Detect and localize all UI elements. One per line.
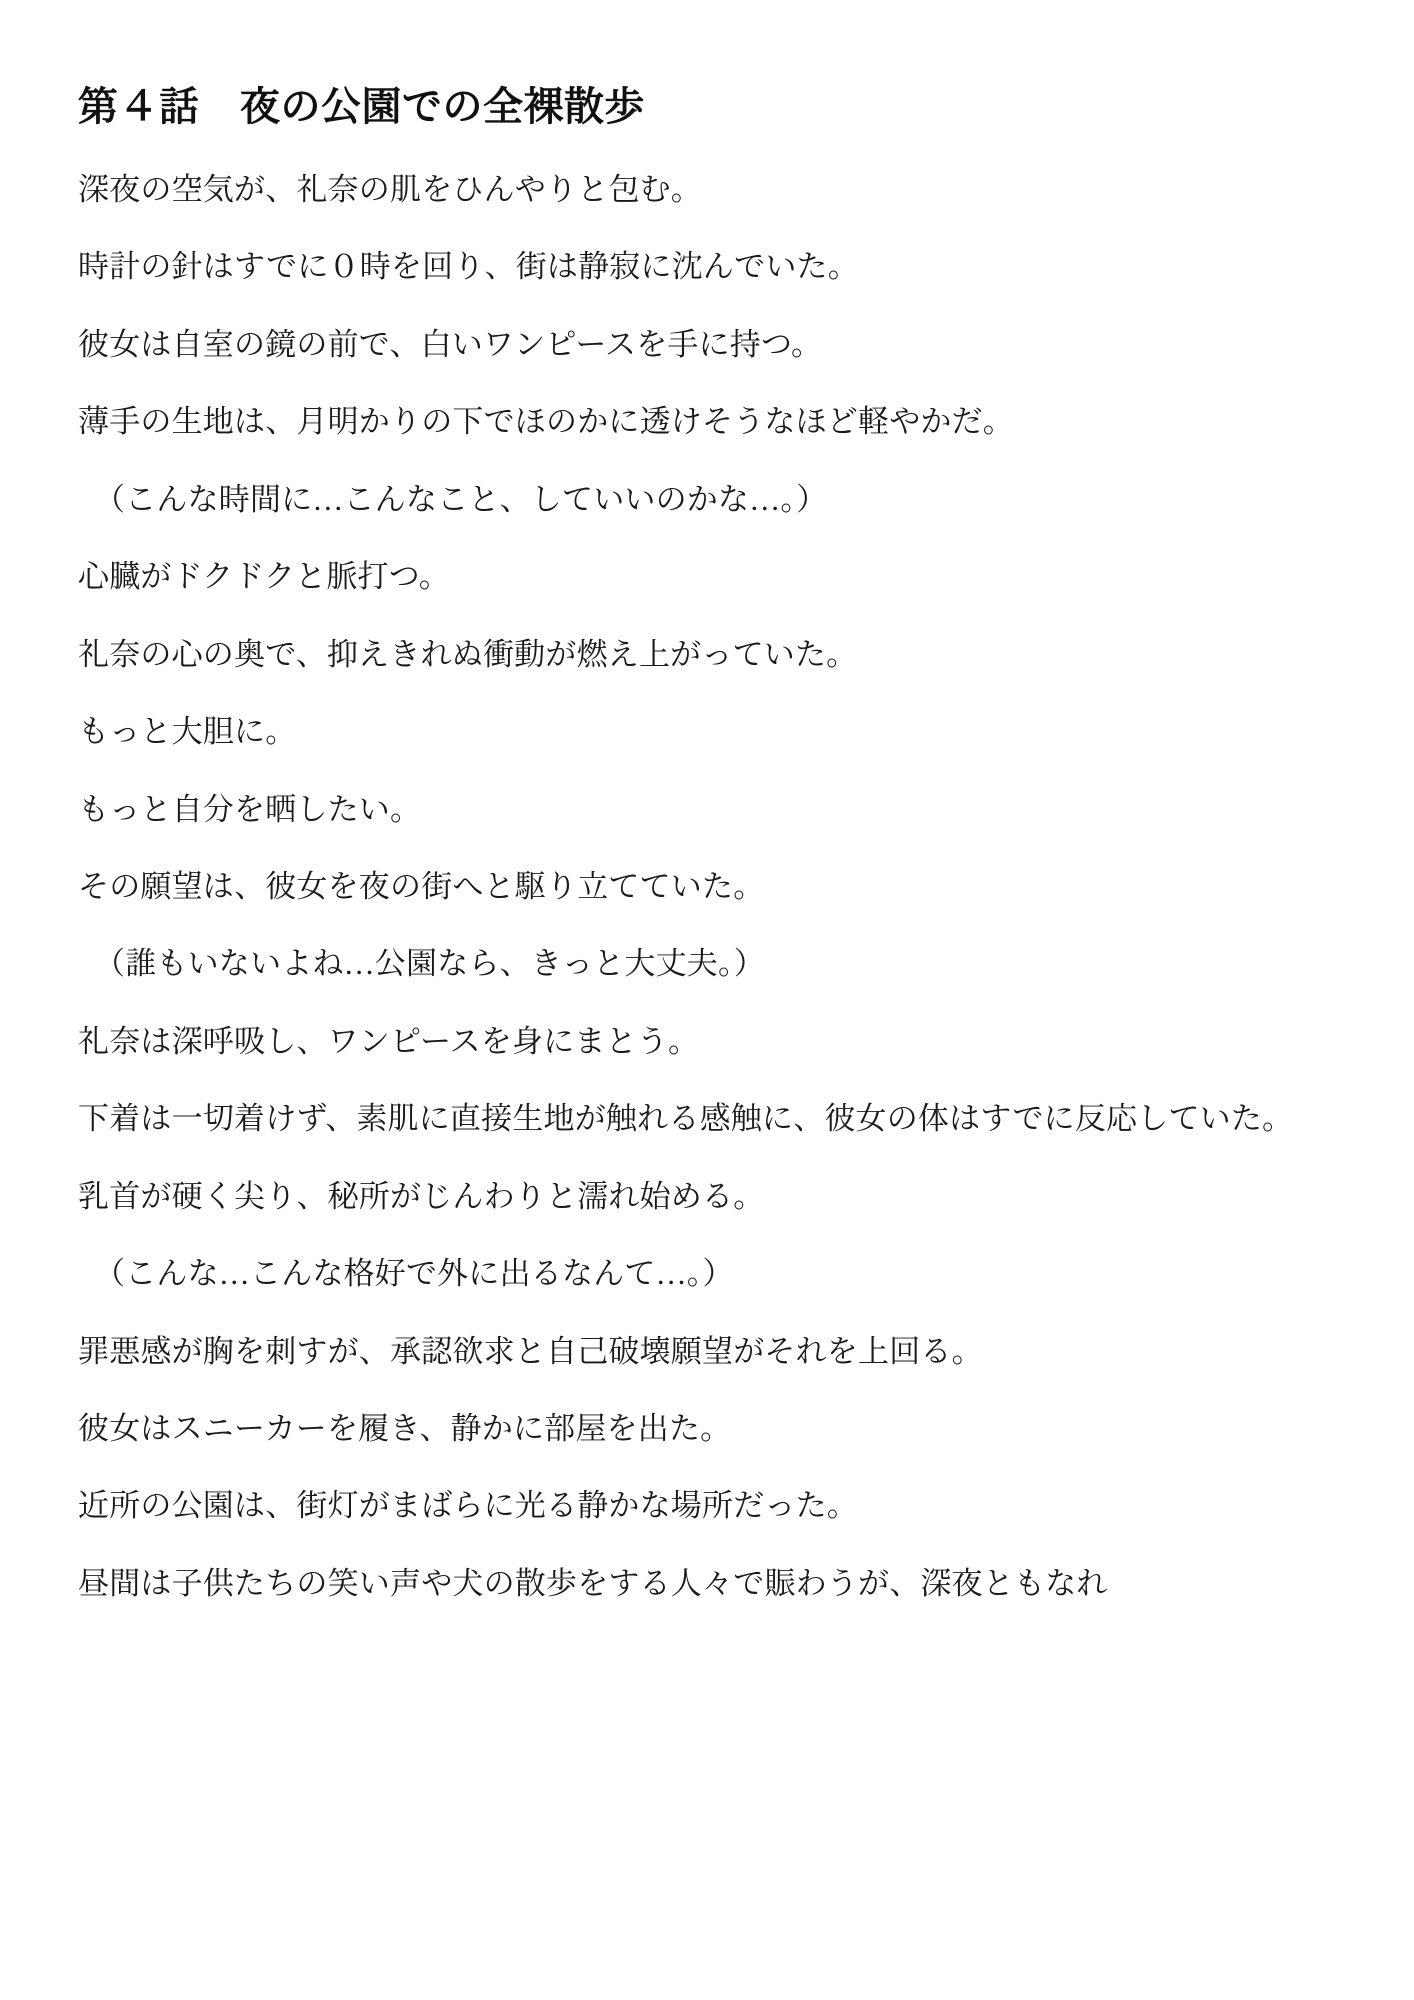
paragraph: 下着は一切着けず、素肌に直接生地が触れる感触に、彼女の体はすでに反応していた。 (78, 1101, 1294, 1137)
paragraph: 時計の針はすでに０時を回り、街は静寂に沈んでいた。 (78, 249, 859, 285)
paragraph: その願望は、彼女を夜の街へと駆り立てていた。 (78, 868, 765, 904)
paragraph: 薄手の生地は、月明かりの下でほのかに透けそうなほど軽やかだ。 (78, 404, 1014, 440)
paragraph: 近所の公園は、街灯がまばらに光る静かな場所だった。 (78, 1488, 858, 1524)
paragraph: 昼間は子供たちの笑い声や犬の散歩をする人々で賑わうが、深夜ともなれ (78, 1565, 1108, 1601)
paragraph: 深夜の空気が、礼奈の肌をひんやりと包む。 (78, 172, 702, 207)
document-body (78, 160, 1336, 1614)
paragraph: 彼女はスニーカーを履き、静かに部屋を出た。 (78, 1411, 732, 1446)
paragraph: 礼奈の心の奥で、抑えきれぬ衝動が燃え上がっていた。 (78, 636, 858, 672)
paragraph: 心臓がドクドクと脈打つ。 (78, 559, 450, 595)
paragraph: 礼奈は深呼吸し、ワンピースを身にまとう。 (78, 1023, 700, 1059)
paragraph: 罪悪感が胸を刺すが、承認欲求と自己破壊願望がそれを上回る。 (78, 1333, 983, 1369)
paragraph: （こんな時間に…こんなこと、していいのかな…。） (94, 481, 828, 517)
paragraph: 乳首が硬く尖り、秘所がじんわりと濡れ始める。 (78, 1178, 765, 1214)
paragraph: （誰もいないよね…公園なら、きっと大丈夫。） (94, 946, 765, 982)
paragraph: （こんな…こんな格好で外に出るなんて…。） (94, 1256, 734, 1292)
paragraph: もっと自分を晒したい。 (78, 791, 422, 827)
page-title: 第４話 夜の公園での全裸散歩 (78, 84, 645, 130)
paragraph: 彼女は自室の鏡の前で、白いワンピースを手に持つ。 (78, 326, 823, 362)
paragraph: もっと大胆に。 (78, 714, 297, 750)
